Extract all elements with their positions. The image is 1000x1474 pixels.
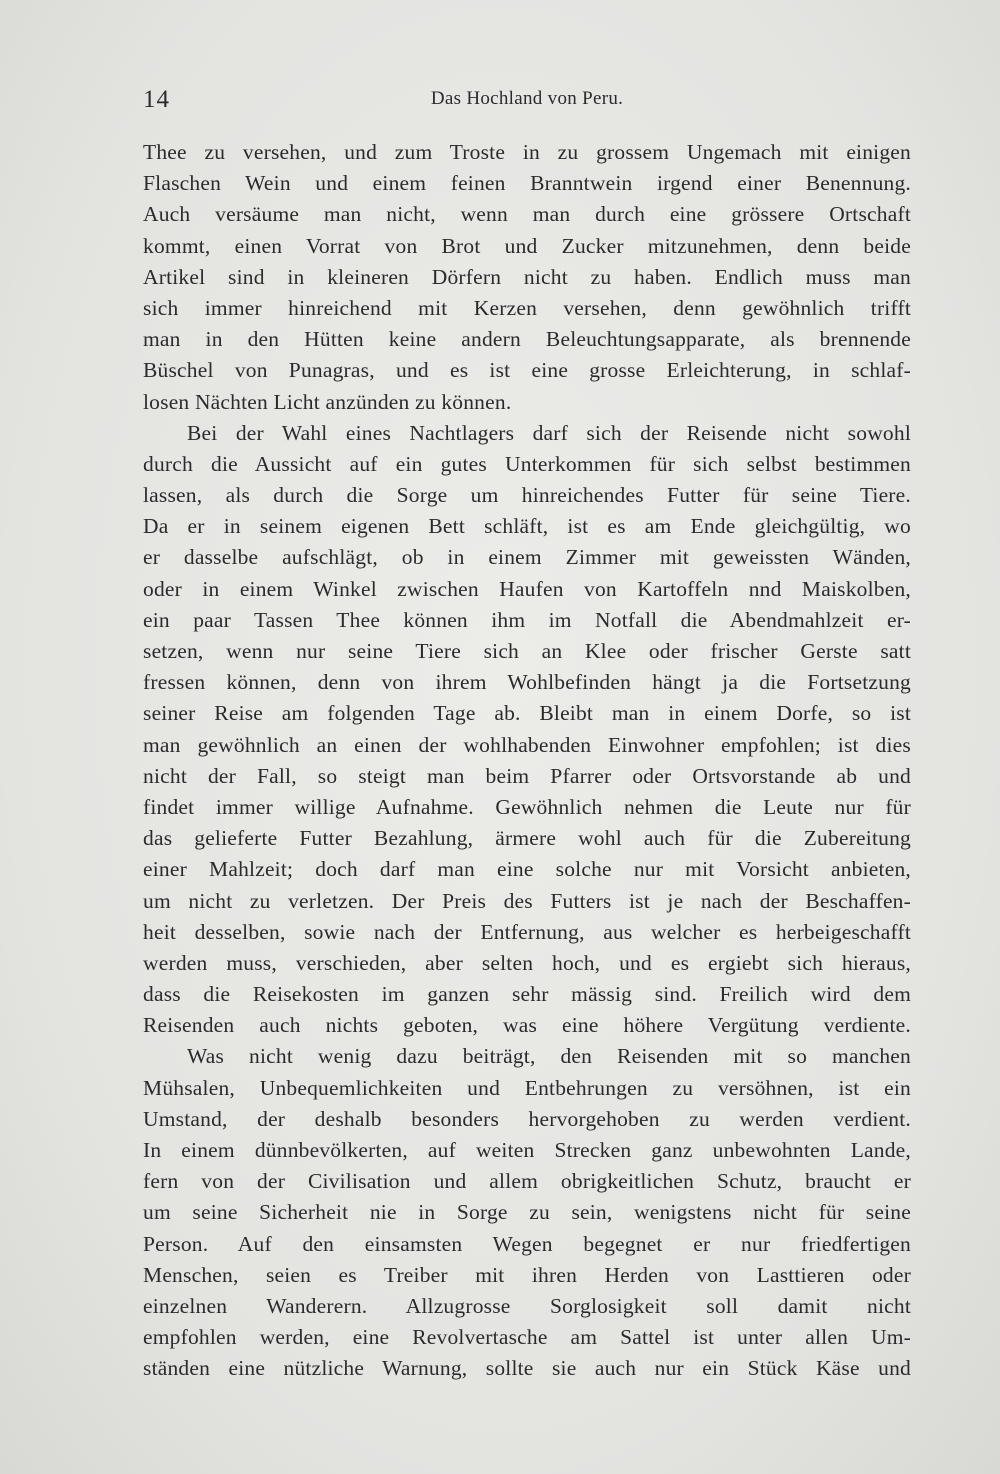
text-line: Person. Auf den einsamsten Wegen begegnet er nur friedfertigen bbox=[143, 1231, 911, 1256]
text-line: man in den Hütten keine andern Beleuchtungsapparate, als brennende bbox=[143, 327, 911, 352]
text-line: ständen eine nützliche Warnung, sollte sie auch nur ein Stück Käse und bbox=[143, 1356, 911, 1381]
text-line: Menschen, seien es Treiber mit ihren Herden von Lasttieren oder bbox=[143, 1262, 911, 1287]
text-line: seiner Reise am folgenden Tage ab. Bleibt man in einem Dorfe, so ist bbox=[143, 701, 911, 726]
text-line: sich immer hinreichend mit Kerzen versehen, denn gewöhnlich trifft bbox=[143, 295, 911, 320]
page-number: 14 bbox=[143, 86, 170, 113]
text-line: einer Mahlzeit; doch darf man eine solche nur mit Vorsicht anbieten, bbox=[143, 857, 911, 882]
text-line: einzelnen Wanderern. Allzugrosse Sorglosigkeit soll damit nicht bbox=[143, 1293, 911, 1318]
text-line: Reisenden auch nichts geboten, was eine höhere Vergütung verdiente. bbox=[143, 1013, 911, 1038]
text-line: Flaschen Wein und einem feinen Branntwein irgend einer Benennung. bbox=[143, 171, 911, 196]
text-line: losen Nächten Licht anzünden zu können. bbox=[143, 389, 512, 414]
text-line: Mühsalen, Unbequemlichkeiten und Entbehrungen zu versöhnen, ist ein bbox=[143, 1075, 911, 1100]
text-line: In einem dünnbevölkerten, auf weiten Strecken ganz unbewohnten Lande, bbox=[143, 1138, 911, 1162]
text-line: nicht der Fall, so steigt man beim Pfarrer oder Ortsvorstande ab und bbox=[143, 763, 911, 788]
text-line: Büschel von Punagras, und es ist eine grosse Erleichterung, in schlaf- bbox=[143, 358, 911, 383]
text-line: Artikel sind in kleineren Dörfern nicht zu haben. Endlich muss man bbox=[143, 264, 911, 289]
running-title: Das Hochland von Peru. bbox=[430, 88, 624, 109]
text-line: empfohlen werden, eine Revolvertasche am Sattel ist unter allen Um- bbox=[143, 1325, 911, 1350]
page-header bbox=[143, 86, 911, 116]
text-line: heit desselben, sowie nach der Entfernung, aus welcher es herbeigeschafft bbox=[143, 919, 911, 944]
text-line: fressen können, denn von ihrem Wohlbefinden hängt ja die Fortsetzung bbox=[143, 670, 911, 695]
paragraph-start-line: Was nicht wenig dazu beiträgt, den Reisenden mit so manchen bbox=[187, 1044, 911, 1069]
text-line: oder in einem Winkel zwischen Haufen von Kartoffeln nnd Maiskolben, bbox=[143, 576, 911, 601]
text-line: durch die Aussicht auf ein gutes Unterkommen für sich selbst bestimmen bbox=[143, 451, 911, 476]
text-line: dass die Reisekosten im ganzen sehr mässig sind. Freilich wird dem bbox=[143, 982, 911, 1007]
text-line: werden muss, verschieden, aber selten hoch, und es ergiebt sich hieraus, bbox=[143, 950, 911, 975]
text-line: findet immer willige Aufnahme. Gewöhnlich nehmen die Leute nur für bbox=[143, 794, 911, 819]
paragraph-start-line: Bei der Wahl eines Nachtlagers darf sich der Reisende nicht sowohl bbox=[187, 420, 911, 445]
text-line: Umstand, der deshalb besonders hervorgehoben zu werden verdient. bbox=[143, 1106, 911, 1131]
text-line: er dasselbe aufschlägt, ob in einem Zimmer mit geweissten Wänden, bbox=[143, 545, 911, 570]
body-text bbox=[143, 137, 911, 1385]
text-line: um seine Sicherheit nie in Sorge zu sein, wenigstens nicht für seine bbox=[143, 1200, 911, 1225]
text-line: das gelieferte Futter Bezahlung, ärmere wohl auch für die Zubereitung bbox=[143, 826, 911, 851]
text-line: ein paar Tassen Thee können ihm im Notfall die Abendmahlzeit er- bbox=[143, 607, 911, 632]
text-line: fern von der Civilisation und allem obrigkeitlichen Schutz, braucht er bbox=[143, 1169, 911, 1194]
text-line: kommt, einen Vorrat von Brot und Zucker mitzunehmen, denn beide bbox=[143, 233, 911, 258]
text-line: Thee zu versehen, und zum Troste in zu grossem Ungemach mit einigen bbox=[143, 140, 911, 164]
text-line: lassen, als durch die Sorge um hinreichendes Futter für seine Tiere. bbox=[143, 483, 911, 508]
text-line: setzen, wenn nur seine Tiere sich an Klee oder frischer Gerste satt bbox=[143, 639, 911, 663]
text-line: um nicht zu verletzen. Der Preis des Futters ist je nach der Beschaffen- bbox=[143, 888, 911, 913]
text-line: Auch versäume man nicht, wenn man durch eine grössere Ortschaft bbox=[143, 202, 911, 227]
text-line: Da er in seinem eigenen Bett schläft, ist es am Ende gleichgültig, wo bbox=[143, 514, 911, 539]
text-line: man gewöhnlich an einen der wohlhabenden Einwohner empfohlen; ist dies bbox=[143, 732, 911, 757]
